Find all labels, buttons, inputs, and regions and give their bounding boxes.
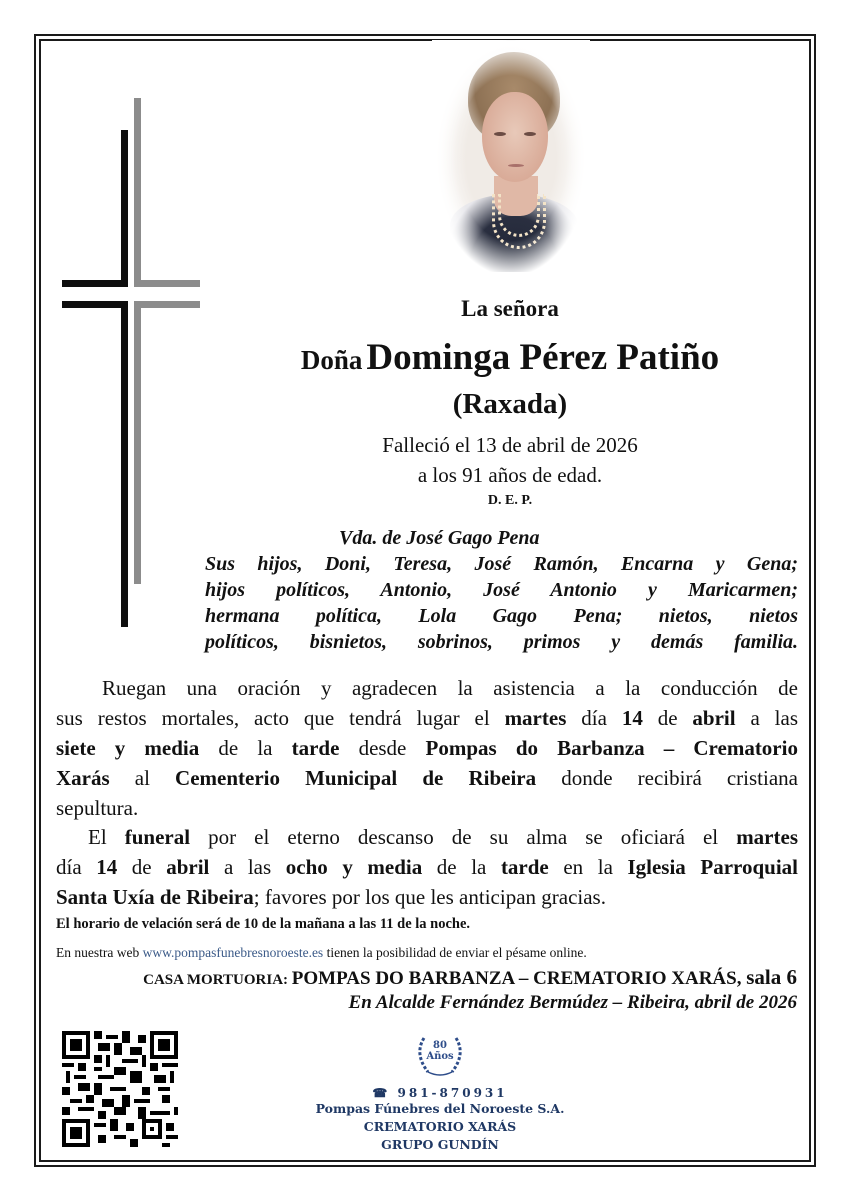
place-date: En Alcalde Fernández Bermúdez – Ribeira, abril de 2026 [348,992,797,1013]
age: a los 91 años de edad. [417,463,603,487]
death-info [200,430,820,490]
group-name: GRUPO GUNDÍN [381,1137,499,1152]
deceased-name [200,336,820,379]
cross-icon [62,96,202,636]
company-footer [310,1030,570,1154]
funeral-paragraph: El funeral por el eterno descanso de su alma se oficiará el martes día 14 de abril a las ocho y media de la tarde en la Iglesia Parroquial Santa Uxía de Ribeira; favores por los que les anticipan gracias. [56,825,798,909]
family-line: hijos políticos, Antonio, José Antonio y Maricarmen; [205,579,798,601]
death-date: Falleció el 13 de abril de 2026 [382,433,638,457]
nickname: (Raxada) [452,388,568,420]
company-name: Pompas Fúnebres del Noroeste S.A. [315,1101,565,1116]
website-link[interactable]: www.pompasfunebresnoroeste.es [142,945,324,960]
rip-text: D. E. P. [487,493,533,508]
honorific: Doña [300,345,363,375]
wake-hours: El horario de velación será de 10 de la mañana a las 11 de la noche. [56,916,471,932]
funeral-home: CASA MORTUORIA: POMPAS DO BARBANZA – CREMATORIO XARÁS, sala 6 [143,965,797,989]
web-note: En nuestra web www.pompasfunebresnoroeste.es tienen la posibilidad de enviar el pésame online. [56,945,587,960]
qr-code-icon[interactable] [62,1030,178,1148]
crematorio-name: CREMATORIO XARÁS [363,1119,517,1134]
phone-icon: ☎ [372,1086,391,1100]
anniversary-laurel-icon: 80 Años [410,1030,470,1080]
family-line: hermana política, Lola Gago Pena; nietos, nietos [205,605,798,627]
title-prefix: La señora [461,296,559,321]
family-line: Sus hijos, Doni, Teresa, José Ramón, Encarna y Gena; [205,553,798,575]
widow-line: Vda. de José Gago Pena [339,527,540,549]
phone-number: ☎ 981-870931 [372,1086,508,1100]
conduction-paragraph: Ruegan una oración y agradecen la asistencia a la conducción de sus restos mortales, acto que tendrá lugar el martes día 14 de abril a las siete y media de la tarde desde Pompas do Barbanza – Crematorio Xarás al Cementerio Municipal de Ribeira donde recibirá cristiana sepultura. [56,676,798,820]
family-block [205,525,798,655]
family-line: políticos, bisnietos, sobrinos, primos y demás familia. [205,631,798,653]
full-name: Dominga Pérez Patiño [366,337,720,378]
deceased-portrait [436,44,586,272]
